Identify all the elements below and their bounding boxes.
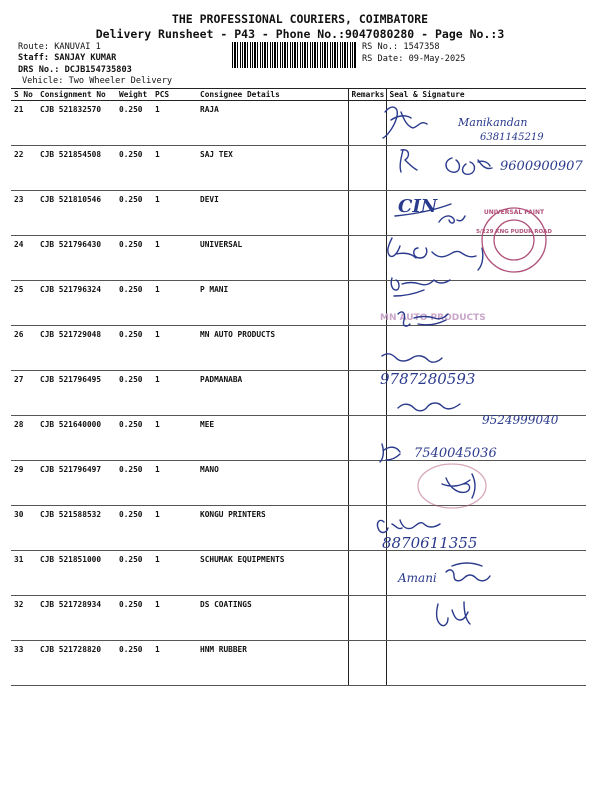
cell-sno: 24 [11, 236, 37, 281]
cell-sno: 29 [11, 461, 37, 506]
cell-weight: 0.250 [116, 146, 152, 191]
row-21-name: Manikandan [458, 116, 528, 129]
table-row [11, 506, 586, 551]
cell-signature [386, 461, 586, 506]
cell-weight: 0.250 [116, 326, 152, 371]
cell-sno: 28 [11, 416, 37, 461]
cell-sno: 25 [11, 281, 37, 326]
cell-consignee: PADMANABA [197, 371, 348, 416]
row-32-name: Amani [398, 571, 437, 585]
row-26-faint-stamp: MN AUTO PRODUCTS [380, 313, 486, 323]
drs-number: DRS No.: DCJB154735803 [18, 65, 132, 75]
table-header-row [11, 89, 586, 101]
cell-sno: 30 [11, 506, 37, 551]
cell-remarks [348, 416, 386, 461]
cell-signature [386, 416, 586, 461]
cell-consignee: MANO [197, 461, 348, 506]
cell-weight: 0.250 [116, 416, 152, 461]
barcode [232, 42, 356, 68]
row-23-text: CIN [398, 196, 438, 217]
table-row [11, 236, 586, 281]
cell-pcs: 1 [152, 146, 197, 191]
table-row [11, 146, 586, 191]
cell-remarks [348, 236, 386, 281]
cell-weight: 0.250 [116, 596, 152, 641]
table-row [11, 191, 586, 236]
row-21-phone: 6381145219 [480, 132, 544, 143]
cell-remarks [348, 596, 386, 641]
cell-signature [386, 641, 586, 686]
cell-consignment: CJB 521832570 [37, 101, 116, 146]
cell-signature [386, 101, 586, 146]
cell-consignee: SAJ TEX [197, 146, 348, 191]
runsheet-title: Delivery Runsheet - P43 - Phone No.:9047080280 - Page No.:3 [95, 27, 505, 41]
route-label: Route: KANUVAI 1 [18, 42, 101, 52]
cell-pcs: 1 [152, 551, 197, 596]
cell-remarks [348, 281, 386, 326]
row-27-phone: 9787280593 [380, 370, 476, 388]
table-row [11, 551, 586, 596]
cell-consignee: DEVI [197, 191, 348, 236]
runsheet-table [11, 88, 586, 686]
cell-pcs: 1 [152, 506, 197, 551]
cell-consignment: CJB 521796497 [37, 461, 116, 506]
cell-remarks [348, 371, 386, 416]
cell-pcs: 1 [152, 101, 197, 146]
cell-consignment: CJB 521851000 [37, 551, 116, 596]
cell-signature [386, 371, 586, 416]
cell-pcs: 1 [152, 596, 197, 641]
cell-consignee: MN AUTO PRODUCTS [197, 326, 348, 371]
cell-consignee: RAJA [197, 101, 348, 146]
cell-consignment: CJB 521810546 [37, 191, 116, 236]
cell-remarks [348, 191, 386, 236]
cell-weight: 0.250 [116, 236, 152, 281]
table-row [11, 101, 586, 146]
header-consignee: Consignee Details [197, 89, 348, 101]
cell-consignee: HNM RUBBER [197, 641, 348, 686]
cell-sno: 23 [11, 191, 37, 236]
cell-consignment: CJB 521728820 [37, 641, 116, 686]
rs-date: RS Date: 09-May-2025 [362, 54, 466, 64]
cell-consignment: CJB 521854508 [37, 146, 116, 191]
cell-weight: 0.250 [116, 101, 152, 146]
header-sno: S No [11, 89, 37, 101]
cell-weight: 0.250 [116, 281, 152, 326]
cell-sno: 22 [11, 146, 37, 191]
cell-remarks [348, 146, 386, 191]
header-signature: Seal & Signature [386, 89, 586, 101]
cell-weight: 0.250 [116, 551, 152, 596]
rs-number: RS No.: 1547358 [362, 42, 440, 52]
table-row [11, 461, 586, 506]
cell-consignee: DS COATINGS [197, 596, 348, 641]
cell-pcs: 1 [152, 236, 197, 281]
cell-consignee: SCHUMAK EQUIPMENTS [197, 551, 348, 596]
table-row [11, 371, 586, 416]
cell-pcs: 1 [152, 416, 197, 461]
company-title: THE PROFESSIONAL COURIERS, COIMBATORE [171, 12, 429, 26]
cell-sno: 33 [11, 641, 37, 686]
cell-signature [386, 506, 586, 551]
cell-weight: 0.250 [116, 461, 152, 506]
table-row [11, 641, 586, 686]
table-row [11, 281, 586, 326]
cell-signature [386, 551, 586, 596]
cell-consignment: CJB 521588532 [37, 506, 116, 551]
table-row [11, 416, 586, 461]
header-weight: Weight [116, 89, 152, 101]
cell-pcs: 1 [152, 326, 197, 371]
row-29-phone: 7540045036 [414, 446, 497, 461]
cell-consignment: CJB 521796324 [37, 281, 116, 326]
cell-consignment: CJB 521796495 [37, 371, 116, 416]
cell-signature [386, 146, 586, 191]
cell-consignee: KONGU PRINTERS [197, 506, 348, 551]
cell-pcs: 1 [152, 371, 197, 416]
cell-remarks [348, 461, 386, 506]
cell-signature [386, 191, 586, 236]
cell-signature [386, 596, 586, 641]
cell-remarks [348, 326, 386, 371]
cell-signature [386, 281, 586, 326]
cell-sno: 27 [11, 371, 37, 416]
cell-weight: 0.250 [116, 506, 152, 551]
cell-consignee: UNIVERSAL [197, 236, 348, 281]
header-consignment: Consignment No [37, 89, 116, 101]
cell-sno: 21 [11, 101, 37, 146]
cell-consignment: CJB 521729048 [37, 326, 116, 371]
row-22-phone: 9600900907 [500, 159, 583, 174]
cell-remarks [348, 641, 386, 686]
cell-remarks [348, 101, 386, 146]
cell-pcs: 1 [152, 191, 197, 236]
cell-weight: 0.250 [116, 641, 152, 686]
header-pcs: PCS [152, 89, 197, 101]
cell-weight: 0.250 [116, 191, 152, 236]
cell-signature [386, 326, 586, 371]
cell-sno: 31 [11, 551, 37, 596]
stamp-center-text: 5/229 KNG PUDUR ROAD [476, 229, 552, 235]
cell-remarks [348, 551, 386, 596]
cell-signature [386, 236, 586, 281]
cell-pcs: 1 [152, 641, 197, 686]
stamp-ring-text: UNIVERSAL PAINT [483, 209, 545, 216]
header-remarks: Remarks [348, 89, 386, 101]
staff-label: Staff: SANJAY KUMAR [18, 53, 117, 63]
table-row [11, 326, 586, 371]
row-28-phone: 9524999040 [482, 413, 559, 427]
row-31-phone: 8870611355 [382, 534, 478, 552]
cell-consignee: P MANI [197, 281, 348, 326]
cell-sno: 26 [11, 326, 37, 371]
cell-consignee: MEE [197, 416, 348, 461]
cell-sno: 32 [11, 596, 37, 641]
table-row [11, 596, 586, 641]
cell-consignment: CJB 521640000 [37, 416, 116, 461]
cell-pcs: 1 [152, 461, 197, 506]
cell-consignment: CJB 521796430 [37, 236, 116, 281]
cell-consignment: CJB 521728934 [37, 596, 116, 641]
cell-pcs: 1 [152, 281, 197, 326]
vehicle-label: Vehicle: Two Wheeler Delivery [22, 76, 173, 86]
cell-remarks [348, 506, 386, 551]
cell-weight: 0.250 [116, 371, 152, 416]
